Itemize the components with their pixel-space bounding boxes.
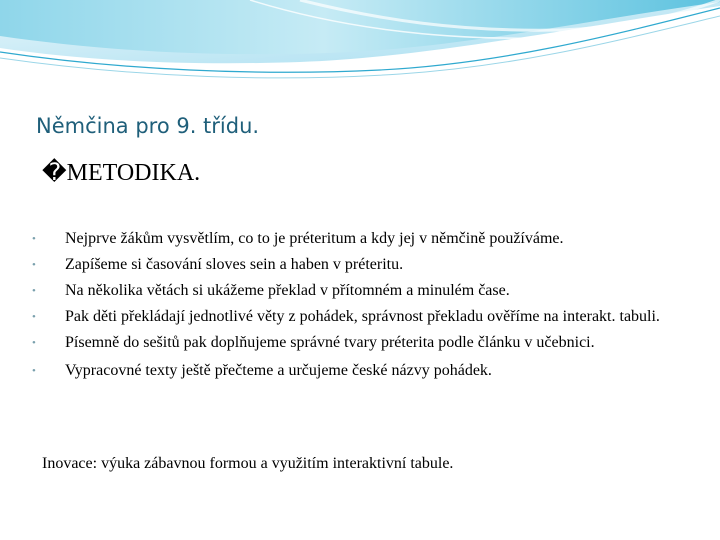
bullet-text: Nejprve žákům vysvětlím, co to je préteritum a kdy jej v němčině používáme. bbox=[65, 230, 564, 247]
slide-title: Němčina pro 9. třídu. bbox=[36, 114, 260, 138]
bullet-dot-icon: • bbox=[32, 285, 36, 297]
bullet-text: Zapíšeme si časování sloves sein a haben v préteritu. bbox=[65, 256, 404, 273]
bullet-text: Písemně do sešitů pak doplňujeme správné tvary préterita podle článku v učebnici. bbox=[65, 334, 595, 351]
bullet-text: Na několika větách si ukážeme překlad v přítomném a minulém čase. bbox=[65, 282, 510, 299]
method-bullet-list bbox=[32, 229, 682, 381]
innovation-note: Inovace: výuka zábavnou formou a využitím interaktivní tabule. bbox=[42, 455, 454, 472]
bullet-item bbox=[32, 229, 682, 249]
section-heading: �METODIKA. bbox=[42, 160, 201, 186]
bullet-dot-icon: • bbox=[32, 311, 36, 323]
bullet-text: Vypracovné texty ještě přečteme a určujeme české názvy pohádek. bbox=[65, 362, 492, 379]
bullet-text: Pak děti překládají jednotlivé věty z pohádek, správnost překladu ověříme na interakt. tabuli. bbox=[65, 308, 660, 325]
bullet-dot-icon: • bbox=[32, 233, 36, 245]
bullet-item bbox=[32, 361, 682, 381]
bullet-dot-icon: • bbox=[32, 365, 36, 377]
header-wave-banner bbox=[0, 0, 720, 90]
bullet-item bbox=[32, 255, 682, 275]
bullet-item bbox=[32, 281, 682, 301]
bullet-dot-icon: • bbox=[32, 259, 36, 271]
bullet-item bbox=[32, 333, 682, 353]
bullet-item bbox=[32, 307, 682, 327]
bullet-dot-icon: • bbox=[32, 337, 36, 349]
